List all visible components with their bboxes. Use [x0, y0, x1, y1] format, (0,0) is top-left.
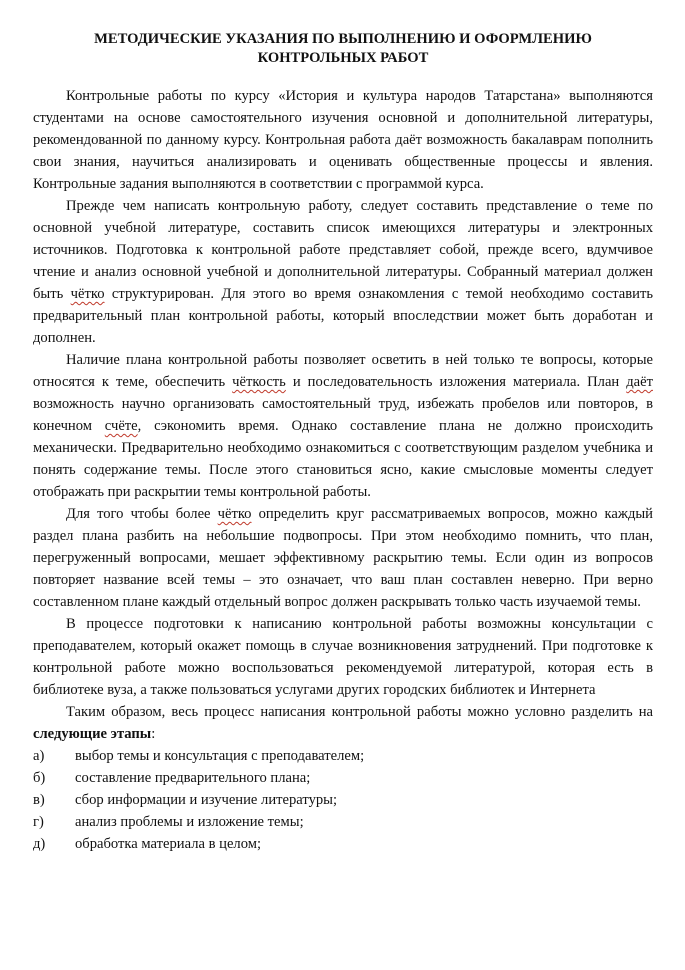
list-item-text: анализ проблемы и изложение темы; [75, 814, 304, 830]
paragraph-3 [33, 349, 653, 503]
paragraph-6-part-1: Таким образом, весь процесс написания контрольной работы можно условно разделить на [66, 704, 653, 720]
list-item-text: сбор информации и изучение литературы; [75, 792, 338, 808]
paragraph-6-part-2: : [151, 726, 156, 742]
stages-list [33, 745, 653, 855]
list-item [33, 767, 653, 789]
list-marker: г) [33, 814, 44, 830]
spellcheck-word[interactable]: чётко [70, 286, 105, 302]
list-item [33, 745, 653, 767]
paragraph-1-text: Контрольные работы по курсу «История и культура народов Татарстана» выполняются студентами на основе самостоятельного изучения основной и дополнительной литературы, рекомендованной по данному курсу. Контрольная работа даёт возможность бакалаврам пополнить свои знания, научиться анализировать и оценивать общественные процессы и явления. Контрольные задания выполняются в соответствии с программой курса. [33, 88, 653, 192]
spellcheck-word[interactable]: даёт [626, 374, 653, 390]
paragraph-3-part-2: и последовательность изложения материала. План [285, 374, 627, 390]
list-item-text: составление предварительного плана; [75, 770, 311, 786]
list-marker: д) [33, 836, 46, 852]
paragraph-3-part-1: Наличие плана контрольной работы позволяет осветить в ней только те вопросы, которые относятся к теме, обеспечить [33, 352, 653, 390]
emphasis-stages: следующие этапы [33, 726, 152, 742]
spellcheck-word[interactable]: чёткость [232, 374, 286, 390]
list-item [33, 833, 653, 855]
list-marker: а) [33, 748, 45, 764]
paragraph-2-part-2: структурирован. Для этого во время ознакомления с темой необходимо составить предварительный план контрольной работы, который впоследствии может быть доработан и дополнен. [33, 286, 653, 346]
list-item-text: выбор темы и консультация с преподавателем; [75, 748, 365, 764]
paragraph-3-part-4: , сэкономить время. Однако составление плана не должно происходить механически. Предварительно необходимо ознакомиться с соответствующим разделом учебника и понять содержание темы. После этого становиться ясно, какие смысловые моменты следует отображать при раскрытии темы контрольной работы. [33, 418, 653, 500]
document-title: МЕТОДИЧЕСКИЕ УКАЗАНИЯ ПО ВЫПОЛНЕНИЮ И ОФОРМЛЕНИЮ КОНТРОЛЬНЫХ РАБОТ [94, 31, 592, 66]
paragraph-1 [33, 85, 653, 195]
list-item-text: обработка материала в целом; [75, 836, 262, 852]
paragraph-6 [33, 701, 653, 745]
paragraph-4-part-2: определить круг рассматриваемых вопросов, можно каждый раздел плана разбить на небольшие подвопросы. При этом необходимо помнить, что план, перегруженный вопросами, мешает эффективному раскрытию темы. Если один из вопросов повторяет название всей темы – это означает, что ваш план составлен неверно. При верно составленном плане каждый отдельный вопрос должен раскрывать только часть изучаемой темы. [33, 506, 653, 610]
paragraph-5-text: В процессе подготовки к написанию контрольной работы возможны консультации с преподавателем, который окажет помощь в случае возникновения затруднений. При подготовке к контрольной работе можно воспользоваться рекомендуемой литературой, которая есть в библиотеке вуза, а также пользоваться услугами других городских библиотек и Интернета [33, 616, 653, 698]
spellcheck-word[interactable]: счёте [104, 418, 138, 434]
paragraph-4 [33, 503, 653, 613]
spellcheck-word[interactable]: чётко [217, 506, 252, 522]
list-marker: в) [33, 792, 45, 808]
paragraph-4-part-1: Для того чтобы более [66, 506, 218, 522]
list-item [33, 811, 653, 833]
paragraph-2 [33, 195, 653, 349]
paragraph-3-part-3: возможность научно организовать самостоятельный труд, избежать пробелов или повторов, в конечном [33, 396, 653, 434]
list-marker: б) [33, 770, 46, 786]
paragraph-2-part-1: Прежде чем написать контрольную работу, следует составить представление о теме по основной учебной литературе, составить список имеющихся литературы и электронных источников. Подготовка к контрольной работе представляет собой, прежде всего, вдумчивое чтение и анализ основной учебной и дополнительной литературы. Собранный материал должен быть [33, 198, 653, 302]
list-item [33, 789, 653, 811]
paragraph-5 [33, 613, 653, 701]
